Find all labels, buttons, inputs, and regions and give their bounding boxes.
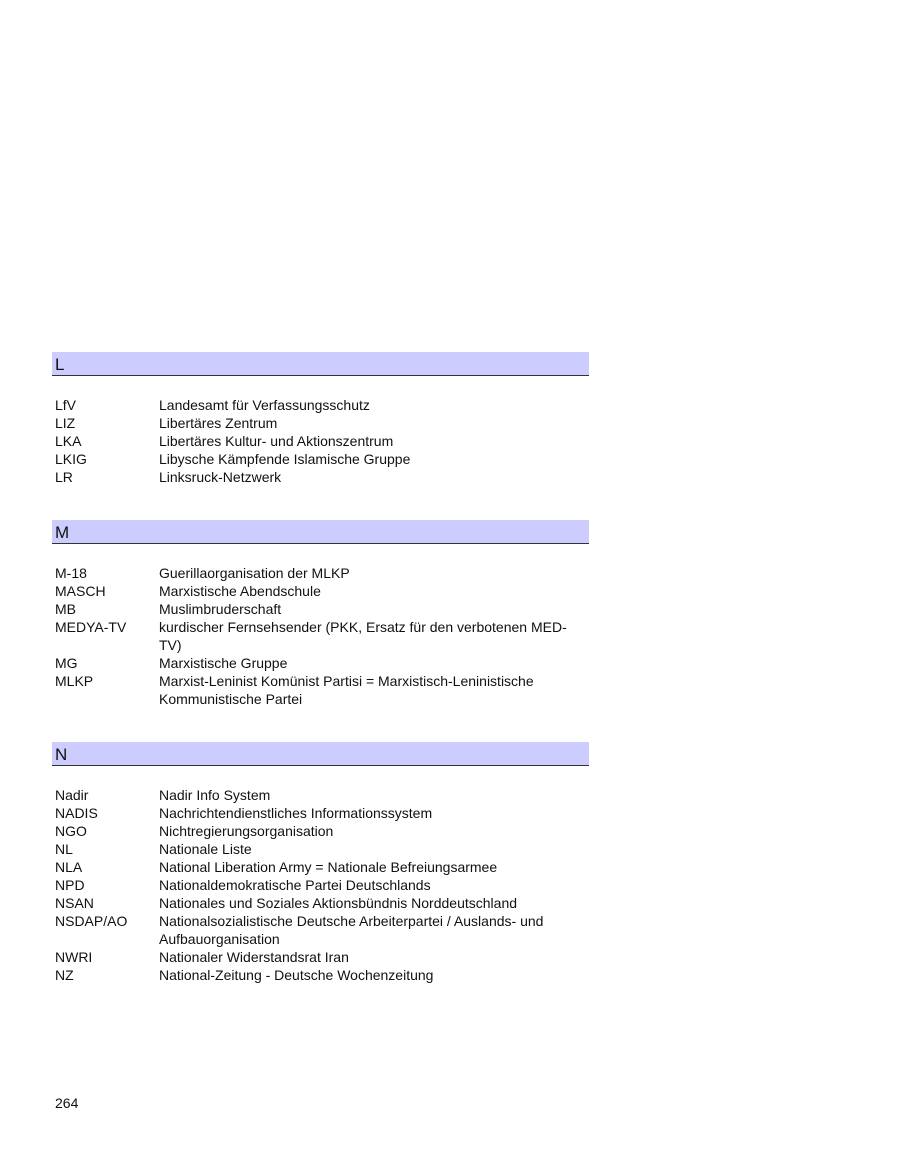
entry-definition: National-Zeitung - Deutsche Wochenzeitung xyxy=(159,967,434,983)
entry-abbr: NADIS xyxy=(55,805,98,821)
entry-abbr: NWRI xyxy=(55,949,93,965)
entry-definition: Libertäres Kultur- und Aktionszentrum xyxy=(159,433,394,449)
entry-definition: Muslimbruderschaft xyxy=(159,601,282,617)
entry-abbr: NL xyxy=(55,841,73,857)
entry xyxy=(55,858,589,876)
entry xyxy=(55,582,589,600)
entry-definition: Nationale Liste xyxy=(159,841,252,857)
entry-abbr: LR xyxy=(55,469,73,485)
entry-definition: kurdischer Fernsehsender (PKK, Ersatz für den verbotenen MED-TV) xyxy=(159,619,567,653)
entry-list-m xyxy=(52,564,589,708)
entry-definition: Guerillaorganisation der MLKP xyxy=(159,565,350,581)
entry-list-n xyxy=(52,786,589,984)
entry xyxy=(55,804,589,822)
entry-definition: Nichtregierungsorganisation xyxy=(159,823,334,839)
entry-abbr: MG xyxy=(55,655,78,671)
entry-abbr: MASCH xyxy=(55,583,106,599)
entry xyxy=(55,468,589,486)
entry xyxy=(55,948,589,966)
entry-definition: Linksruck-Netzwerk xyxy=(159,469,282,485)
entry-definition: Landesamt für Verfassungsschutz xyxy=(159,397,370,413)
entry-abbr: NSAN xyxy=(55,895,94,911)
entry-definition: Marxist-Leninist Komünist Partisi = Marxistisch-Leninistische Kommunistische Partei xyxy=(159,673,534,707)
entry-abbr: LKA xyxy=(55,433,82,449)
entry xyxy=(55,840,589,858)
section-l xyxy=(52,352,589,486)
entry-abbr: LKIG xyxy=(55,451,87,467)
entry xyxy=(55,894,589,912)
entry-definition: Marxistische Abendschule xyxy=(159,583,321,599)
entry-abbr: Nadir xyxy=(55,787,89,803)
section-header-m: M xyxy=(52,520,589,544)
entry-abbr: MEDYA-TV xyxy=(55,619,127,635)
entry xyxy=(55,414,589,432)
entry-abbr: NLA xyxy=(55,859,83,875)
entry-abbr: MB xyxy=(55,601,76,617)
section-header-n: N xyxy=(52,742,589,766)
entry-definition: Marxistische Gruppe xyxy=(159,655,288,671)
entry xyxy=(55,912,589,948)
entry-abbr: NZ xyxy=(55,967,74,983)
entry xyxy=(55,618,589,654)
entry-abbr: MLKP xyxy=(55,673,94,689)
entry xyxy=(55,564,589,582)
entry xyxy=(55,654,589,672)
entry-definition: Nachrichtendienstliches Informationssystem xyxy=(159,805,433,821)
entry-definition: Nadir Info System xyxy=(159,787,271,803)
entry xyxy=(55,432,589,450)
entry-abbr: M-18 xyxy=(55,565,87,581)
entry-definition: Nationales und Soziales Aktionsbündnis Norddeutschland xyxy=(159,895,518,911)
entry-abbr: LfV xyxy=(55,397,77,413)
entry-definition: Nationaler Widerstandsrat Iran xyxy=(159,949,349,965)
entry-list-l xyxy=(52,396,589,486)
entry xyxy=(55,786,589,804)
entry xyxy=(55,876,589,894)
entry xyxy=(55,672,589,708)
section-n xyxy=(52,742,589,984)
entry-definition: Nationaldemokratische Partei Deutschlands xyxy=(159,877,431,893)
entry-definition: Libertäres Zentrum xyxy=(159,415,278,431)
entry-definition: Nationalsozialistische Deutsche Arbeiterpartei / Auslands- und Aufbauorganisation xyxy=(159,913,544,947)
entry-definition: National Liberation Army = Nationale Befreiungsarmee xyxy=(159,859,498,875)
entry xyxy=(55,396,589,414)
entry xyxy=(55,822,589,840)
entry-abbr: LIZ xyxy=(55,415,76,431)
entry xyxy=(55,450,589,468)
entry-abbr: NSDAP/AO xyxy=(55,913,128,929)
section-header-l: L xyxy=(52,352,589,376)
page-number: 264 xyxy=(55,1095,79,1111)
entry-abbr: NGO xyxy=(55,823,87,839)
entry-definition: Libysche Kämpfende Islamische Gruppe xyxy=(159,451,411,467)
entry xyxy=(55,966,589,984)
section-m xyxy=(52,520,589,708)
entry xyxy=(55,600,589,618)
entry-abbr: NPD xyxy=(55,877,85,893)
